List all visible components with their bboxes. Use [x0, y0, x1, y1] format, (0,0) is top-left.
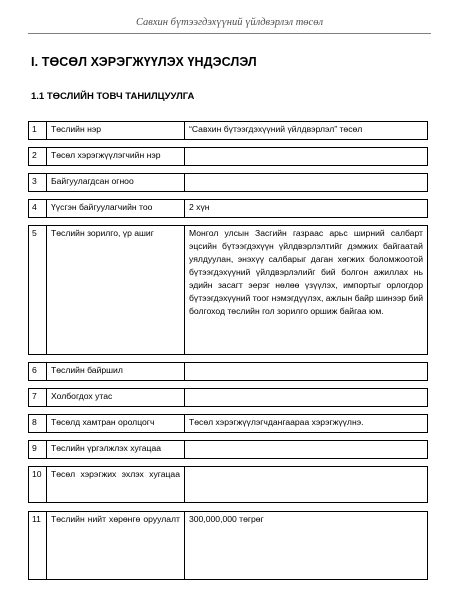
subsection-heading: 1.1 ТӨСЛИЙН ТОВЧ ТАНИЛЦУУЛГА: [31, 91, 195, 102]
row-value: [185, 363, 427, 380]
table-row: [28, 414, 428, 433]
section-heading: I. ТӨСӨЛ ХЭРЭГЖҮҮЛЭХ ҮНДЭСЛЭЛ: [31, 55, 257, 69]
row-number: 6: [29, 363, 47, 380]
row-number: 5: [29, 226, 47, 354]
row-number: 1: [29, 122, 47, 139]
table-row: [28, 511, 428, 580]
row-label: Төслийн нийт хөрөнгө оруулалт: [47, 512, 185, 579]
table-row: [28, 362, 428, 381]
running-header: Савхин бүтээгдэхүүний үйлдвэрлэл төсөл: [135, 17, 324, 28]
table-row: [28, 225, 428, 355]
table-row: [28, 121, 428, 140]
table-row: [28, 199, 428, 218]
row-value: [185, 441, 427, 458]
row-label: Төсөл хэрэгжүүлэгчийн нэр: [47, 148, 185, 165]
row-number: 10: [29, 467, 47, 502]
table-row: [28, 466, 428, 503]
row-label: Төсөлд хамтран оролцогч: [47, 415, 185, 432]
row-value: [185, 148, 427, 165]
row-value: [185, 174, 427, 191]
row-label: Төслийн байршил: [47, 363, 185, 380]
row-value: 300,000,000 төгрөг: [189, 514, 264, 524]
row-label: Төслийн үргэлжлэх хугацаа: [47, 441, 185, 458]
row-number: 11: [29, 512, 47, 579]
row-number: 2: [29, 148, 47, 165]
row-value: Төсөл хэрэгжүүлэгчдангаараа хэрэгжүүлнэ.: [189, 417, 364, 427]
row-number: 7: [29, 389, 47, 406]
table-row: [28, 173, 428, 192]
row-label: Төслийн зорилго, үр ашиг: [47, 226, 185, 354]
row-number: 4: [29, 200, 47, 217]
row-label: Холбогдох утас: [47, 389, 185, 406]
row-label: Төслийн нэр: [47, 122, 185, 139]
row-value: [185, 389, 427, 406]
row-value: [185, 467, 427, 502]
row-label: Төсөл хэрэгжих эхлэх хугацаа: [47, 467, 185, 502]
row-label: Үүсгэн байгуулагчийн тоо: [47, 200, 185, 217]
row-number: 8: [29, 415, 47, 432]
table-row: [28, 147, 428, 166]
row-value: 2 хүн: [189, 202, 210, 212]
row-label: Байгуулагдсан огноо: [47, 174, 185, 191]
row-number: 3: [29, 174, 47, 191]
row-number: 9: [29, 441, 47, 458]
row-value: Монгол улсын Засгийн газраас арьс ширний салбарт эцсийн бүтээгдэхүүн үйлдвэрлэлтийг дэмжих байгаатай уялдуулан, энэхүү салбарыг даган хөгжих боломжоотой бүтээгдэхүүний үйлдвэрлэлийг бий болгон ажиллах нь эдийн засагт эерэг нөлөө үзүүлэх, импортыг орлогдор бүтээгдэхүүний тоог нэмэгдүүлэх, ажлын байр шинээр бий болгоход төслийн гол зорилго оршиж байгаа юм.: [189, 228, 423, 316]
row-value: “Савхин бүтээгдэхүүний үйлдвэрлэл” төсөл: [189, 124, 363, 134]
header-divider: [28, 33, 431, 34]
table-row: [28, 388, 428, 407]
table-row: [28, 440, 428, 459]
